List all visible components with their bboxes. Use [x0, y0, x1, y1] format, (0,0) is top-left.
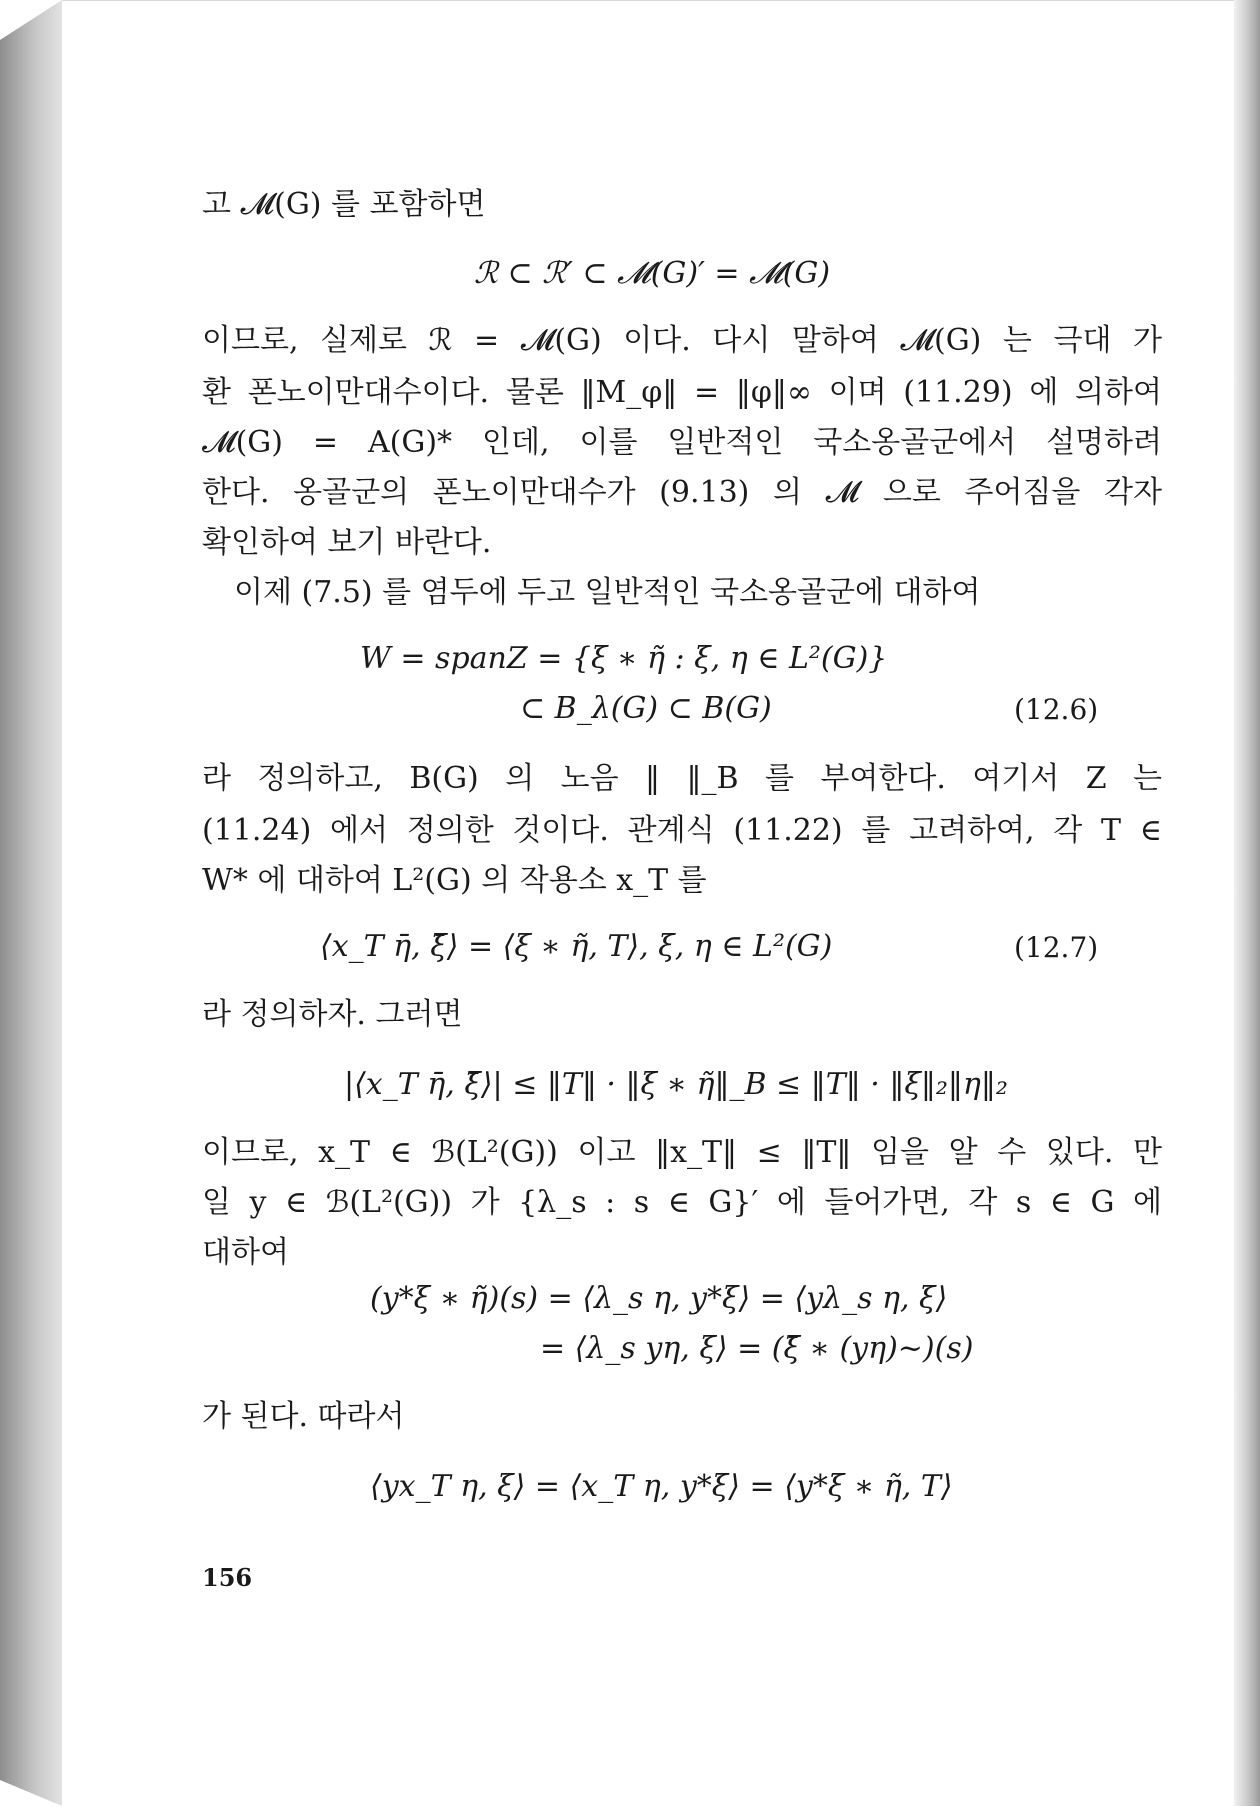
equation-convolution-a: (y*ξ ∗ η̃)(s) = ⟨λ_s η, y*ξ⟩ = ⟨yλ_s η, ξ⟩ [370, 1281, 948, 1316]
text-line-13: 일 y ∈ ℬ(L²(G)) 가 {λ_s : s ∈ G}′ 에 들어가면, 각 s ∈ G 에 [202, 1185, 1162, 1220]
equation-1: ℛ ⊂ ℛ′ ⊂ 𝓜(G)′ = 𝓜(G) [474, 256, 831, 291]
book-right-edge [1234, 0, 1260, 1806]
text-line-3: 환 폰노이만대수이다. 물론 ‖M_φ‖ = ‖φ‖∞ 이며 (11.29) 에 의하여 [202, 375, 1162, 410]
text-line-2: 이므로, 실제로 ℛ = 𝓜(G) 이다. 다시 말하여 𝓜(G) 는 극대 가 [202, 323, 1162, 358]
text-line-12: 이므로, x_T ∈ ℬ(L²(G)) 이고 ‖x_T‖ ≤ ‖T‖ 임을 알 수 있다. 만 [202, 1135, 1162, 1170]
text-line-9: (11.24) 에서 정의한 것이다. 관계식 (11.22) 를 고려하여, 각 T ∈ [202, 813, 1162, 848]
text-line-14: 대하여 [202, 1235, 289, 1270]
text-line-11: 라 정의하자. 그러면 [202, 997, 463, 1032]
equation-12-7: ⟨x_T η̄, ξ̄⟩ = ⟨ξ ∗ η̃, T⟩, ξ, η ∈ L²(G) [320, 929, 833, 964]
equation-inequality: |⟨x_T η̄, ξ̄⟩| ≤ ‖T‖ · ‖ξ ∗ η̃‖_B ≤ ‖T‖ · ‖ξ‖₂‖η‖₂ [344, 1067, 1008, 1102]
text-line-10: W* 에 대하여 L²(G) 의 작용소 x_T 를 [202, 863, 707, 898]
equation-number-12-7: (12.7) [1014, 931, 1099, 964]
text-line-1: 고 𝓜(G) 를 포함하면 [202, 187, 486, 222]
text-line-7: 이제 (7.5) 를 염두에 두고 일반적인 국소옹골군에 대하여 [234, 575, 981, 610]
page-number: 156 [202, 1563, 253, 1592]
text-line-15: 가 된다. 따라서 [202, 1399, 405, 1434]
text-line-4: 𝓜(G) = A(G)* 인데, 이를 일반적인 국소옹골군에서 설명하려 [202, 425, 1162, 460]
equation-12-6-line-b: ⊂ B_λ(G) ⊂ B(G) [520, 691, 772, 726]
equation-final: ⟨yx_T η, ξ⟩ = ⟨x_T η, y*ξ⟩ = ⟨y*ξ ∗ η̃, T⟩ [370, 1469, 953, 1504]
equation-12-6-line-a: W = spanZ = {ξ ∗ η̃ : ξ, η ∈ L²(G)} [360, 641, 888, 676]
text-line-6: 확인하여 보기 바란다. [202, 525, 492, 560]
equation-convolution-b: = ⟨λ_s yη, ξ⟩ = (ξ̄ ∗ (yη)~)(s) [540, 1331, 974, 1366]
book-left-edge [0, 0, 62, 1806]
text-line-8: 라 정의하고, B(G) 의 노음 ‖ ‖_B 를 부여한다. 여기서 Z 는 [202, 761, 1162, 796]
text-line-5: 한다. 옹골군의 폰노이만대수가 (9.13) 의 𝓜 으로 주어짐을 각자 [202, 475, 1162, 510]
equation-number-12-6: (12.6) [1014, 693, 1099, 726]
book-page [62, 0, 1234, 1807]
